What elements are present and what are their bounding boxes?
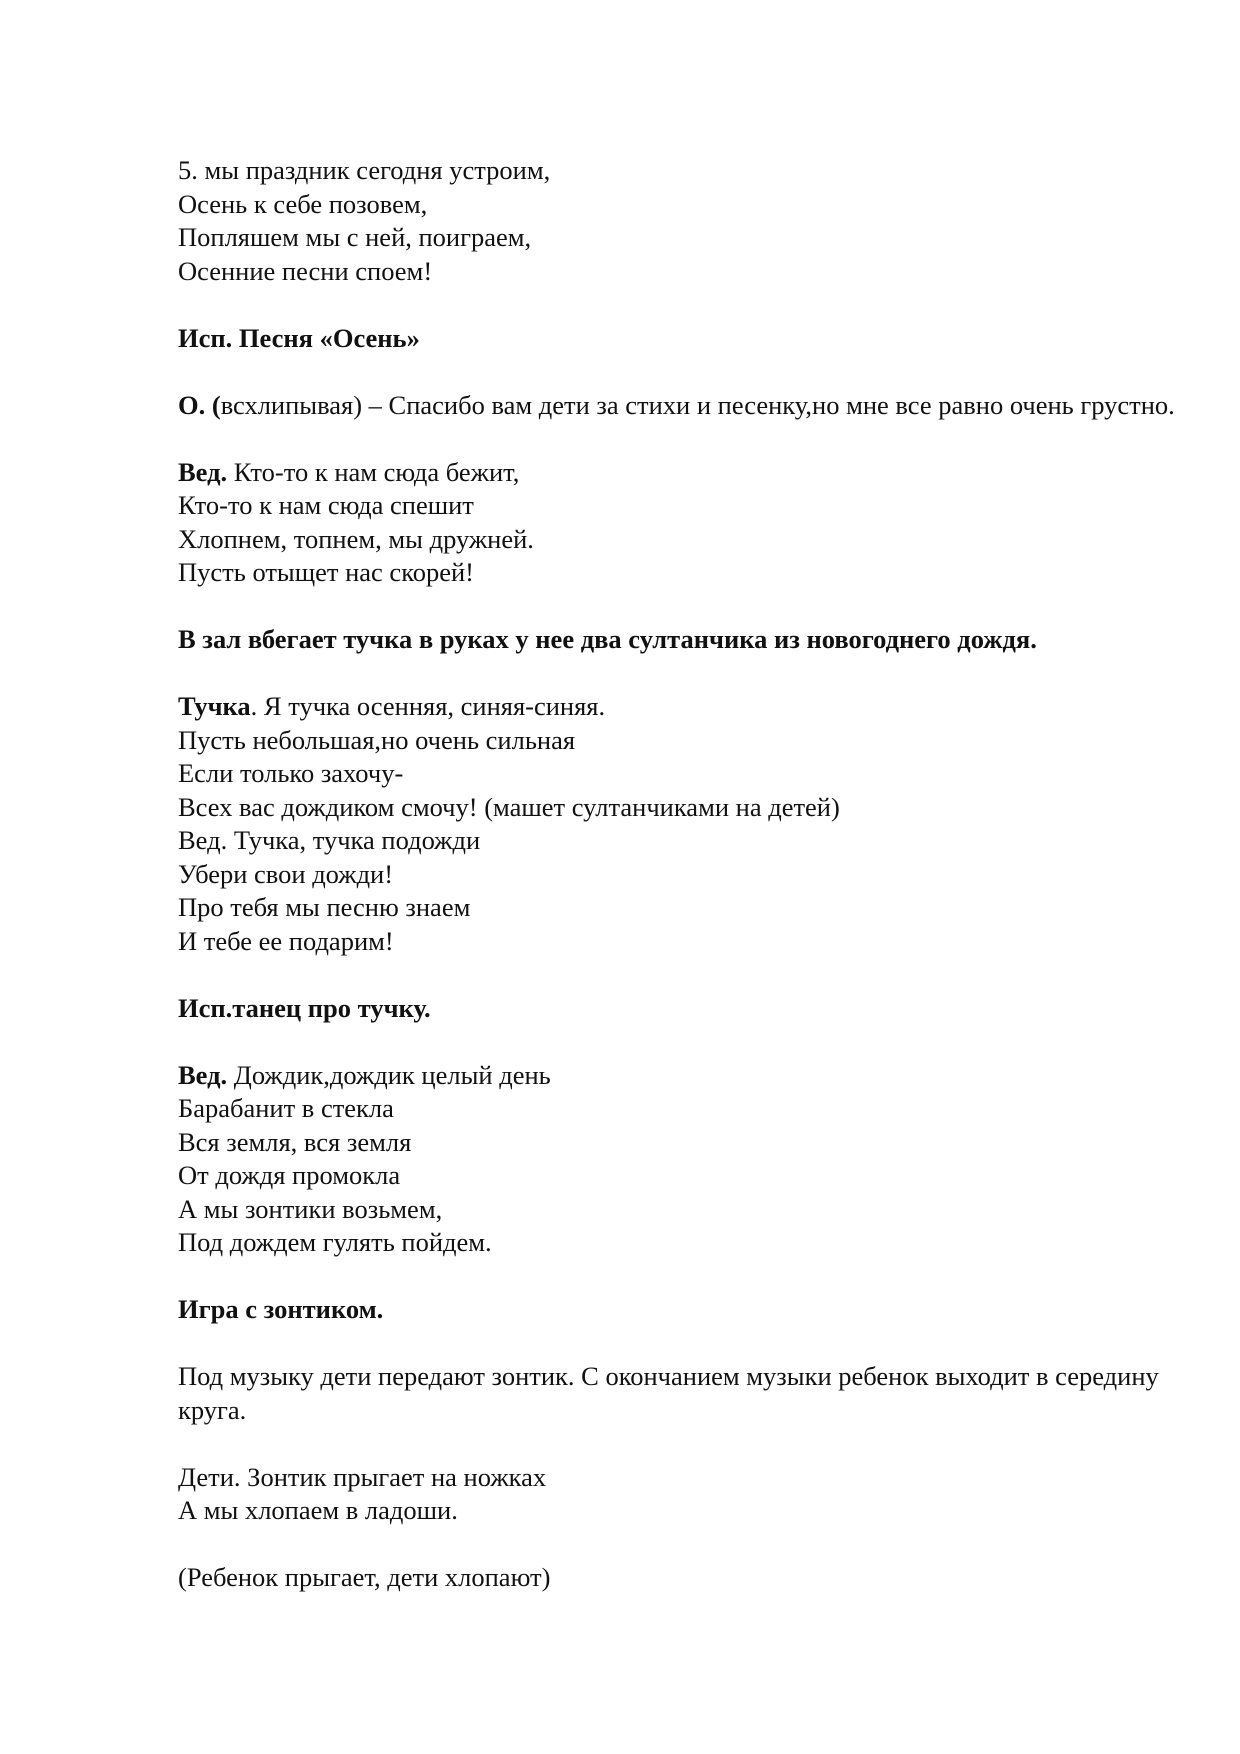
verse-line: Вед. Тучка, тучка подожди [178, 825, 481, 855]
stanza-line: 5. мы праздник сегодня устроим, [178, 155, 551, 185]
verse-text: . Я тучка осенняя, синяя-синяя. [250, 691, 606, 721]
verse-text: Кто-то к нам сюда бежит, [227, 456, 520, 487]
verse-line: Про тебя мы песню знаем [178, 892, 471, 922]
cloud-verse [178, 690, 1188, 958]
host-verse-1 [178, 456, 1188, 590]
game-description: Под музыку дети передают зонтик. С окончанием музыки ребенок выходит в середину круга. [178, 1361, 1159, 1425]
speaker-label: Вед. [178, 456, 228, 487]
verse-line: Под дождем гулять пойдем. [178, 1227, 492, 1257]
stanza-line: Осень к себе позовем, [178, 188, 428, 219]
verse-line: Убери свои дожди! [178, 858, 394, 889]
speaker-label: О. ( [178, 389, 221, 420]
speaker-label: Вед. [178, 1059, 228, 1090]
song-heading: Исп. Песня «Осень» [178, 322, 420, 353]
verse-line: Кто-то к нам сюда спешит [178, 490, 474, 520]
verse-line: Пусть отыщет нас скорей! [178, 557, 474, 587]
verse-first-line [178, 1059, 1188, 1093]
verse-line: Хлопнем, топнем, мы дружней. [178, 523, 534, 554]
children-verse [178, 1461, 1188, 1528]
stanza-line: Попляшем мы с ней, поиграем, [178, 222, 532, 252]
host-verse-2 [178, 1059, 1188, 1260]
verse-first-line [178, 690, 1188, 724]
verse-line: Вся земля, вся земля [178, 1126, 412, 1157]
game-heading: Игра с зонтиком. [178, 1294, 384, 1324]
verse-line: А мы зонтики возьмем, [178, 1193, 443, 1224]
verse-first-line [178, 456, 1188, 490]
cloud-enters-direction: В зал вбегает тучка в руках у нее два султанчика из новогоднего дождя. [178, 624, 1037, 654]
verse-text: Дождик,дождик целый день [227, 1059, 551, 1090]
verse-line: От дождя промокла [178, 1160, 401, 1190]
verse-line: Пусть небольшая,но очень сильная [178, 724, 576, 755]
verse-line: И тебе ее подарим! [178, 925, 394, 956]
reply-text: всхлипывая) – Спасибо вам дети за стихи и песенку,но мне все равно очень грустно. [220, 389, 1175, 420]
stanza-5 [178, 154, 1188, 288]
document-page [178, 154, 1188, 1628]
autumn-reply [178, 389, 1188, 423]
verse-line: Если только захочу- [178, 758, 404, 788]
stage-direction: (Ребенок прыгает, дети хлопают) [178, 1562, 551, 1592]
verse-line: Барабанит в стекла [178, 1093, 394, 1123]
speaker-label: Тучка [178, 691, 251, 721]
stanza-line: Осенние песни споем! [178, 255, 433, 286]
verse-line: Дети. Зонтик прыгает на ножках [178, 1461, 547, 1492]
dance-heading: Исп.танец про тучку. [178, 992, 431, 1023]
verse-line: А мы хлопаем в ладоши. [178, 1495, 458, 1525]
verse-line: Всех вас дождиком смочу! (машет султанчиками на детей) [178, 791, 840, 822]
